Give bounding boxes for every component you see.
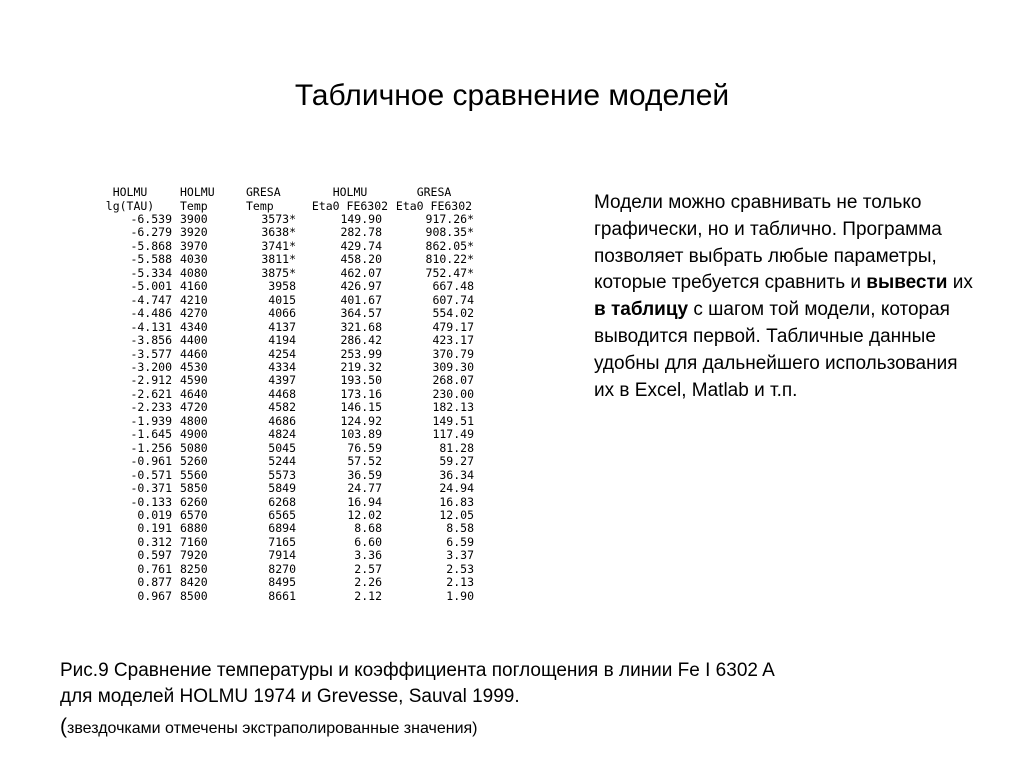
table-cell: 5080 (180, 440, 208, 455)
table-cell: 4066 (268, 306, 296, 321)
table-cell: 309.30 (432, 359, 474, 374)
table-cell: 0.191 (137, 521, 172, 536)
column-header: HOLMU Temp (180, 185, 215, 213)
table-cell: 193.50 (340, 373, 382, 388)
table-cell: 1.90 (446, 588, 474, 603)
table-row (80, 213, 474, 226)
model-comparison-table (80, 185, 474, 603)
table-cell: 0.761 (137, 561, 172, 576)
caption-note-text: звездочками отмечены экстраполированные значения) (67, 720, 478, 737)
table-cell: -4.131 (130, 319, 172, 334)
table-cell: -1.256 (130, 440, 172, 455)
table-row (80, 428, 474, 441)
description-emphasis: в таблицу (594, 299, 689, 321)
table-cell: 6268 (268, 494, 296, 509)
table-cell: 36.59 (347, 467, 382, 482)
table-cell: 7160 (180, 534, 208, 549)
table-cell: 5244 (268, 454, 296, 469)
table-cell: -0.371 (130, 481, 172, 496)
table-cell: 7165 (268, 534, 296, 549)
column-header: GRESA Eta0 FE6302 (395, 185, 473, 213)
table-cell: -2.912 (130, 373, 172, 388)
table-row (80, 253, 474, 266)
table-cell: 3900 (180, 212, 208, 226)
table-cell: 4340 (180, 319, 208, 334)
table-cell: 426.97 (340, 279, 382, 294)
description-part: их (947, 272, 973, 294)
table-cell: 4270 (180, 306, 208, 321)
table-row (80, 334, 474, 347)
table-cell: -0.133 (130, 494, 172, 509)
table-cell: 8420 (180, 575, 208, 590)
table-cell: -6.279 (130, 225, 172, 240)
table-header-row (80, 185, 474, 213)
table-cell: 3970 (180, 238, 208, 253)
table-cell: 59.27 (439, 454, 474, 469)
table-cell: 0.019 (137, 507, 172, 522)
table-cell: 462.07 (340, 265, 382, 280)
caption-line: Рис.9 Сравнение температуры и коэффициента поглощения в линии Fe I 6302 A (60, 660, 775, 681)
table-cell: 607.74 (432, 292, 474, 307)
caption-line: для моделей HOLMU 1974 и Grevesse, Sauval 1999. (60, 686, 520, 707)
table-cell: 8661 (268, 588, 296, 603)
table-cell: 124.92 (340, 413, 382, 428)
table-cell: 4334 (268, 359, 296, 374)
table-cell: 862.05* (425, 238, 474, 253)
table-row (80, 280, 474, 293)
column-header: HOLMU Eta0 FE6302 (311, 185, 389, 213)
table-cell: 8250 (180, 561, 208, 576)
table-cell: 917.26* (425, 212, 474, 226)
table-cell: 423.17 (432, 333, 474, 348)
table-cell: 3.36 (354, 548, 382, 563)
table-cell: -0.961 (130, 454, 172, 469)
table-cell: 76.59 (347, 440, 382, 455)
table-cell: 3811* (261, 252, 296, 267)
table-cell: 4400 (180, 333, 208, 348)
table-cell: 6570 (180, 507, 208, 522)
description-text (594, 190, 974, 404)
table-row (80, 442, 474, 455)
table-row (80, 401, 474, 414)
table-cell: 5560 (180, 467, 208, 482)
description-part: Модели можно сравнивать не только графически, но и таблично. Программа позволяет выбрать любые параметры, которые требуется сравнить и (594, 192, 942, 294)
table-cell: 3875* (261, 265, 296, 280)
table-cell: 2.26 (354, 575, 382, 590)
table-cell: -1.939 (130, 413, 172, 428)
table-row (80, 469, 474, 482)
column-header: GRESA Temp (246, 185, 281, 213)
table-cell: 8500 (180, 588, 208, 603)
table-cell: 16.94 (347, 494, 382, 509)
table-cell: 103.89 (340, 427, 382, 442)
table-cell: 4397 (268, 373, 296, 388)
table-cell: 2.13 (446, 575, 474, 590)
table-row (80, 348, 474, 361)
table-cell: 6894 (268, 521, 296, 536)
description-emphasis: вывести (866, 272, 948, 294)
table-cell: 4468 (268, 386, 296, 401)
table-cell: 16.83 (439, 494, 474, 509)
table-cell: 429.74 (340, 238, 382, 253)
table-cell: 8.68 (354, 521, 382, 536)
table-cell: 36.34 (439, 467, 474, 482)
table-cell: 4800 (180, 413, 208, 428)
table-cell: 479.17 (432, 319, 474, 334)
table-cell: 4030 (180, 252, 208, 267)
table-cell: 4720 (180, 400, 208, 415)
table-cell: -4.747 (130, 292, 172, 307)
caption-note (60, 714, 1000, 742)
table-row (80, 549, 474, 562)
table-cell: -3.200 (130, 359, 172, 374)
table-cell: 3920 (180, 225, 208, 240)
table-cell: 12.02 (347, 507, 382, 522)
table-cell: 146.15 (340, 400, 382, 415)
table-cell: 3638* (261, 225, 296, 240)
table-row (80, 321, 474, 334)
table-cell: 554.02 (432, 306, 474, 321)
table-cell: 4254 (268, 346, 296, 361)
table-row (80, 388, 474, 401)
table-body (80, 213, 474, 603)
table-cell: -4.486 (130, 306, 172, 321)
table-cell: 4590 (180, 373, 208, 388)
table-row (80, 563, 474, 576)
table-row (80, 509, 474, 522)
table-cell: 24.77 (347, 481, 382, 496)
table-cell: 230.00 (432, 386, 474, 401)
table-row (80, 496, 474, 509)
table-cell: 7914 (268, 548, 296, 563)
table-cell: 401.67 (340, 292, 382, 307)
caption-note-paren: ( (60, 715, 67, 738)
table-cell: 282.78 (340, 225, 382, 240)
table-row (80, 415, 474, 428)
table-cell: -0.571 (130, 467, 172, 482)
table-cell: 321.68 (340, 319, 382, 334)
table-cell: 458.20 (340, 252, 382, 267)
table-cell: 8.58 (446, 521, 474, 536)
table-cell: 3958 (268, 279, 296, 294)
table-cell: 24.94 (439, 481, 474, 496)
table-cell: 4530 (180, 359, 208, 374)
table-cell: -3.856 (130, 333, 172, 348)
table-cell: 667.48 (432, 279, 474, 294)
table-cell: 908.35* (425, 225, 474, 240)
table-row (80, 576, 474, 589)
table-cell: 6260 (180, 494, 208, 509)
table-cell: -5.588 (130, 252, 172, 267)
table-cell: 2.57 (354, 561, 382, 576)
table-cell: 12.05 (439, 507, 474, 522)
table-cell: -3.577 (130, 346, 172, 361)
table-row (80, 374, 474, 387)
table-cell: 173.16 (340, 386, 382, 401)
table-cell: 6565 (268, 507, 296, 522)
table-cell: 4582 (268, 400, 296, 415)
table-cell: 57.52 (347, 454, 382, 469)
table-cell: 219.32 (340, 359, 382, 374)
table-row (80, 361, 474, 374)
table-row (80, 294, 474, 307)
table-cell: 5573 (268, 467, 296, 482)
table-cell: 4460 (180, 346, 208, 361)
table-row (80, 522, 474, 535)
table-cell: 3573* (261, 212, 296, 226)
table-cell: -5.868 (130, 238, 172, 253)
table-cell: 8495 (268, 575, 296, 590)
table-cell: 3.37 (446, 548, 474, 563)
slide-title: Табличное сравнение моделей (294, 79, 730, 112)
table-cell: 0.877 (137, 575, 172, 590)
table-cell: 8270 (268, 561, 296, 576)
table-cell: 5850 (180, 481, 208, 496)
table-cell: -6.539 (130, 212, 172, 226)
table-cell: 268.07 (432, 373, 474, 388)
table-cell: 3741* (261, 238, 296, 253)
table-cell: 4080 (180, 265, 208, 280)
table-cell: 4210 (180, 292, 208, 307)
table-cell: 0.597 (137, 548, 172, 563)
table-cell: 81.28 (439, 440, 474, 455)
table-cell: 117.49 (432, 427, 474, 442)
table-row (80, 240, 474, 253)
table-cell: 0.967 (137, 588, 172, 603)
figure-caption (60, 658, 1000, 742)
table-cell: 4137 (268, 319, 296, 334)
table-cell: 253.99 (340, 346, 382, 361)
table-cell: 4900 (180, 427, 208, 442)
table-cell: 286.42 (340, 333, 382, 348)
table-cell: -2.233 (130, 400, 172, 415)
table-cell: 5260 (180, 454, 208, 469)
table-cell: 810.22* (425, 252, 474, 267)
table-row (80, 267, 474, 280)
table-cell: 4194 (268, 333, 296, 348)
table-cell: 149.90 (340, 212, 382, 226)
table-cell: 370.79 (432, 346, 474, 361)
table-cell: 5849 (268, 481, 296, 496)
table-cell: 4640 (180, 386, 208, 401)
table-cell: 149.51 (432, 413, 474, 428)
table-cell: 364.57 (340, 306, 382, 321)
column-header: HOLMU lg(TAU) (105, 185, 155, 213)
table-row (80, 226, 474, 239)
table-cell: -1.645 (130, 427, 172, 442)
table-cell: 7920 (180, 548, 208, 563)
table-cell: 4824 (268, 427, 296, 442)
table-cell: 2.12 (354, 588, 382, 603)
table-cell: 182.13 (432, 400, 474, 415)
table-cell: 6.60 (354, 534, 382, 549)
table-cell: -2.621 (130, 386, 172, 401)
table-cell: 2.53 (446, 561, 474, 576)
table-cell: 0.312 (137, 534, 172, 549)
table-cell: 4160 (180, 279, 208, 294)
table-cell: 4686 (268, 413, 296, 428)
table-cell: -5.334 (130, 265, 172, 280)
table-row (80, 590, 474, 603)
table-row (80, 536, 474, 549)
table-cell: 5045 (268, 440, 296, 455)
table-row (80, 455, 474, 468)
table-cell: 4015 (268, 292, 296, 307)
table-row (80, 482, 474, 495)
table-cell: 6880 (180, 521, 208, 536)
table-cell: 6.59 (446, 534, 474, 549)
table-cell: 752.47* (425, 265, 474, 280)
table-row (80, 307, 474, 320)
table-cell: -5.001 (130, 279, 172, 294)
description-part: с шагом той модели, которая выводится первой. Табличные данные удобны для дальнейшего использования их в Excel, Matlab и т.п. (594, 299, 958, 401)
